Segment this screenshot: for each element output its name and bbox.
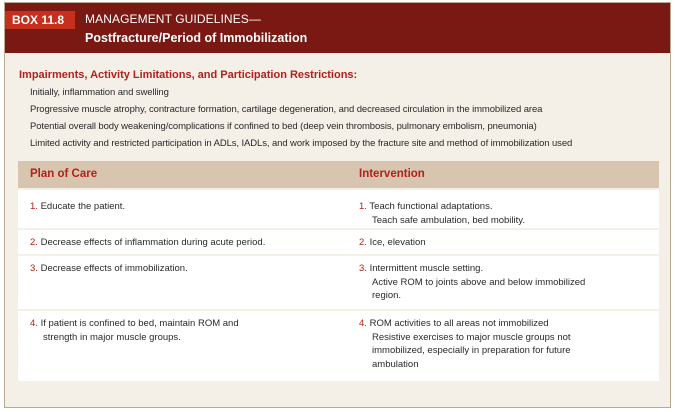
intervention-text: ambulation (372, 358, 419, 370)
impairment-item: Potential overall body weakening/complications if confined to bed (deep vein thrombosis, pulmonary embolism, pneumonia) (30, 121, 537, 132)
table-row (18, 311, 659, 381)
row-number: 4. (359, 318, 367, 329)
table-row (18, 230, 659, 254)
row-number: 3. (359, 263, 367, 274)
row-number: 3. (30, 263, 38, 274)
intervention-text: immobilized, especially in preparation for future (372, 345, 571, 356)
plan-cell (30, 200, 340, 214)
row-number: 2. (30, 237, 38, 248)
plan-intervention-table (18, 161, 659, 381)
plan-cell (30, 236, 340, 250)
plan-text: Decrease effects of inflammation during acute period. (40, 237, 266, 248)
table-row (18, 256, 659, 309)
row-number: 4. (30, 318, 38, 329)
intervention-cell (359, 236, 649, 250)
plan-text: Educate the patient. (40, 201, 126, 212)
impairments-list (30, 84, 572, 152)
table-header (18, 161, 659, 188)
intervention-text: Resistive exercises to major muscle groups not (372, 331, 571, 343)
plan-text: If patient is confined to bed, maintain ROM and (40, 318, 239, 329)
plan-cell (30, 317, 340, 344)
intervention-cell (359, 317, 649, 371)
management-guidelines-box (4, 2, 671, 408)
plan-text: Decrease effects of immobilization. (40, 263, 188, 274)
plan-cell (30, 262, 340, 276)
intervention-cell (359, 200, 649, 227)
impairment-item: Progressive muscle atrophy, contracture formation, cartilage degeneration, and decreased circulation in the immobilized area (30, 104, 543, 115)
box-title-line2: Postfracture/Period of Immobilization (85, 31, 308, 45)
impairments-heading: Impairments, Activity Limitations, and Participation Restrictions: (19, 69, 358, 81)
box-header (5, 3, 670, 53)
intervention-text: Intermittent muscle setting. (369, 263, 484, 274)
intervention-text: region. (372, 290, 402, 301)
intervention-text: Ice, elevation (369, 237, 426, 248)
row-number: 2. (359, 237, 367, 248)
intervention-text: ROM activities to all areas not immobilized (369, 318, 549, 329)
impairment-item: Initially, inflammation and swelling (30, 87, 169, 98)
intervention-text: Teach safe ambulation, bed mobility. (372, 214, 525, 226)
table-row (18, 190, 659, 228)
intervention-cell (359, 262, 649, 303)
intervention-text: Active ROM to joints above and below immobilized (372, 276, 586, 288)
row-number: 1. (359, 201, 367, 212)
intervention-header: Intervention (359, 168, 425, 180)
box-number-label: BOX 11.8 (5, 11, 75, 29)
row-number: 1. (30, 201, 38, 212)
impairment-item: Limited activity and restricted participation in ADLs, IADLs, and work imposed by the fracture site and method of immobilization used (30, 138, 573, 149)
intervention-text: Teach functional adaptations. (369, 201, 493, 212)
box-title-line1: MANAGEMENT GUIDELINES— (85, 12, 262, 26)
plan-text: strength in major muscle groups. (43, 331, 181, 343)
plan-of-care-header: Plan of Care (30, 168, 98, 180)
